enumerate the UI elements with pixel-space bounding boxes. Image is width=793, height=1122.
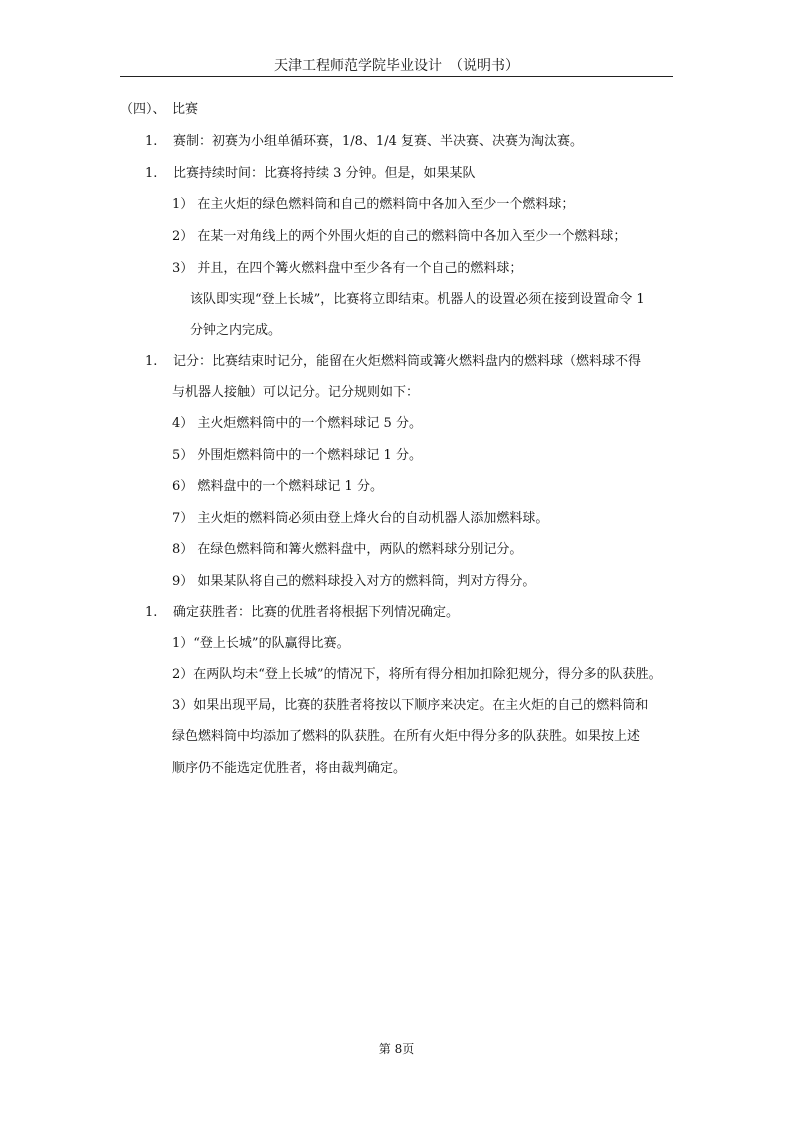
list-item-rules	[145, 132, 583, 152]
paragraph-line: 与机器人接触）可以记分。记分规则如下：	[172, 385, 420, 400]
scoring-rule: 8） 在绿色燃料筒和篝火燃料盘中，两队的燃料球分别记分。	[172, 542, 523, 557]
scoring-rule: 5） 外围炬燃料筒中的一个燃料球记 1 分。	[172, 448, 422, 463]
conclusion-line: 分钟之内完成。	[190, 323, 282, 338]
scoring-rule: 9） 如果某队将自己的燃料球投入对方的燃料筒，判对方得分。	[172, 574, 536, 589]
scoring-rule: 7） 主火炬的燃料筒必须由登上烽火台的自动机器人添加燃料球。	[172, 511, 549, 526]
condition-line: 1） 在主火炬的绿色燃料筒和自己的燃料筒中各加入至少一个燃料球；	[172, 197, 575, 212]
list-text: 确定获胜者：比赛的优胜者将根据下列情况确定。	[173, 605, 460, 620]
list-item-scoring	[145, 352, 641, 372]
list-number: 1.	[145, 134, 158, 149]
winner-rule: 1）“登上长城”的队赢得比赛。	[172, 636, 350, 651]
list-item-winner	[145, 603, 459, 623]
page-number: 第 8页	[378, 1042, 415, 1056]
winner-rule: 3）如果出现平局，比赛的获胜者将按以下顺序来决定。在主火炬的自己的燃料筒和	[172, 698, 649, 713]
condition-line: 2） 在某一对角线上的两个外围火炬的自己的燃料筒中各加入至少一个燃料球；	[172, 229, 627, 244]
condition-line: 3） 并且，在四个篝火燃料盘中至少各有一个自己的燃料球；	[172, 261, 523, 276]
winner-rule: 2）在两队均未“登上长城”的情况下，将所有得分相加扣除犯规分，得分多的队获胜。	[172, 667, 662, 682]
conclusion-line: 该队即实现“登上长城”，比赛将立即结束。机器人的设置必须在接到设置命令 1	[190, 292, 645, 307]
list-number: 1.	[145, 166, 158, 181]
list-text: 赛制：初赛为小组单循环赛，1/8、1/4 复赛、半决赛、决赛为淘汰赛。	[173, 134, 583, 149]
section-heading: （四）、 比赛	[120, 102, 199, 117]
header-divider	[120, 76, 673, 77]
list-item-duration	[145, 164, 476, 184]
list-number: 1.	[145, 605, 158, 620]
scoring-rule: 4） 主火炬燃料筒中的一个燃料球记 5 分。	[172, 416, 422, 431]
page-header: 天津工程师范学院毕业设计 （说明书）	[274, 58, 519, 74]
scoring-rule: 6） 燃料盘中的一个燃料球记 1 分。	[172, 479, 383, 494]
list-text: 比赛持续时间：比赛将持续 3 分钟。但是，如果某队	[173, 166, 476, 181]
winner-rule: 顺序仍不能选定优胜者，将由裁判确定。	[172, 761, 407, 776]
winner-rule: 绿色燃料筒中均添加了燃料的队获胜。在所有火炬中得分多的队获胜。如果按上述	[172, 729, 641, 744]
list-text: 记分：比赛结束时记分，能留在火炬燃料筒或篝火燃料盘内的燃料球（燃料球不得	[173, 354, 642, 369]
list-number: 1.	[145, 354, 158, 369]
